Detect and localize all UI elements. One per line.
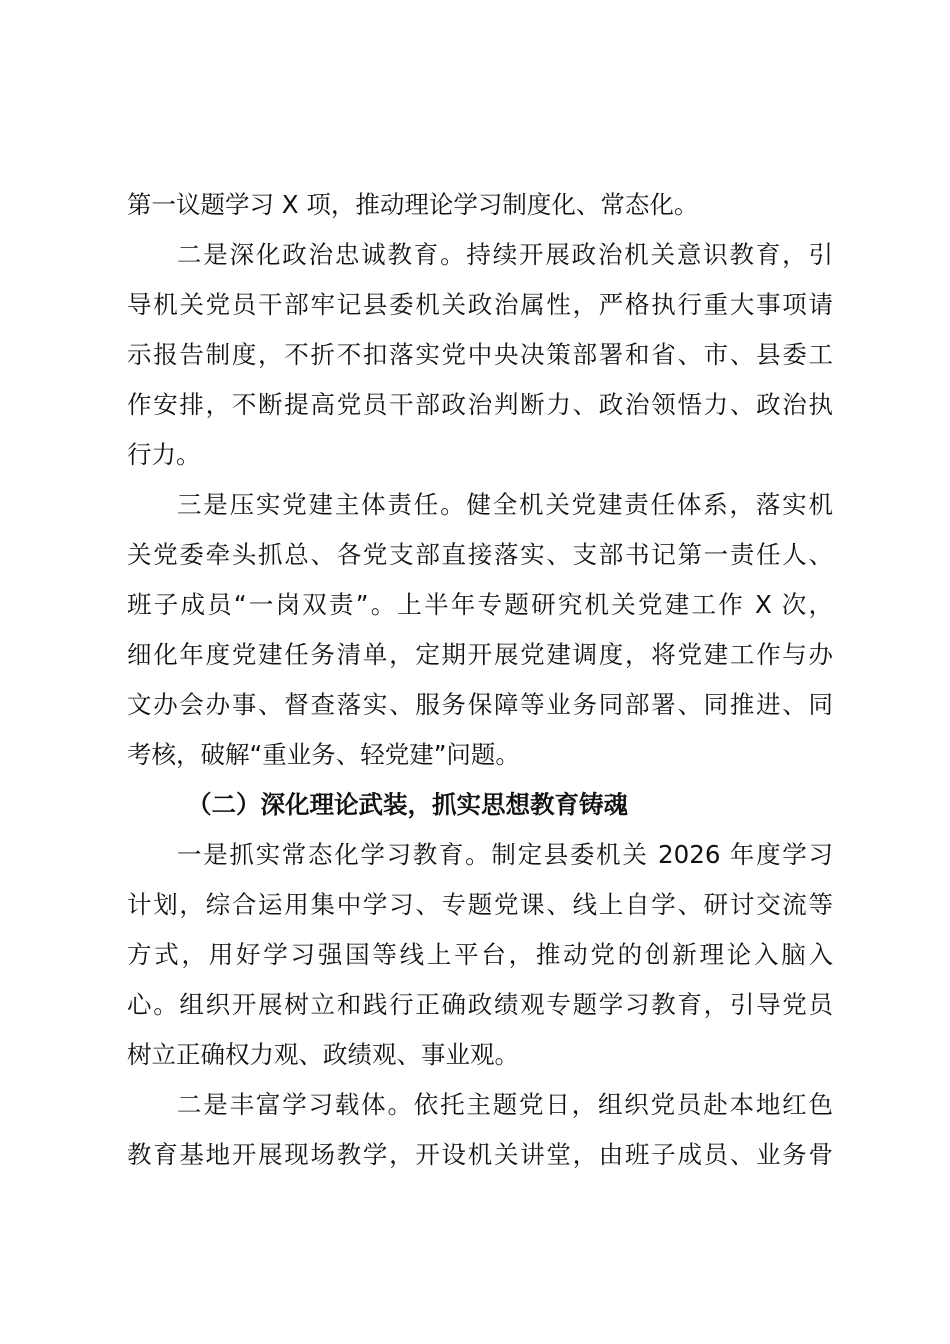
text-line: 关党委牵头抓总、各党支部直接落实、支部书记第一责任人、	[127, 540, 833, 569]
text-line: 一是抓实常态化学习教育。制定县委机关 2026 年度学习	[177, 840, 833, 869]
text-line: 班子成员“一岗双责”。上半年专题研究机关党建工作 X 次，	[127, 590, 833, 619]
paragraph-continuation	[127, 180, 833, 230]
text-line: 二是深化政治忠诚教育。持续开展政治机关意识教育，引	[177, 240, 833, 269]
text-line: 计划，综合运用集中学习、专题党课、线上自学、研讨交流等	[127, 890, 833, 919]
paragraph-learning-carriers	[127, 1080, 833, 1180]
paragraph-regular-study	[127, 830, 833, 1080]
text-line: 示报告制度，不折不扣落实党中央决策部署和省、市、县委工	[127, 340, 833, 369]
text-line: 第一议题学习 X 项，推动理论学习制度化、常态化。	[127, 190, 699, 219]
text-line: 行力。	[127, 440, 201, 469]
document-body	[127, 180, 833, 1180]
text-line: 三是压实党建主体责任。健全机关党建责任体系，落实机	[177, 490, 833, 519]
section-heading-text: （二）深化理论武装，抓实思想教育铸魂	[187, 790, 628, 819]
text-line: 文办会办事、督查落实、服务保障等业务同部署、同推进、同	[127, 690, 833, 719]
text-line: 教育基地开展现场教学，开设机关讲堂，由班子成员、业务骨	[127, 1140, 833, 1169]
text-line: 二是丰富学习载体。依托主题党日，组织党员赴本地红色	[177, 1090, 833, 1119]
text-line: 考核，破解“重业务、轻党建”问题。	[127, 740, 520, 769]
text-line: 导机关党员干部牢记县委机关政治属性，严格执行重大事项请	[127, 290, 833, 319]
text-line: 树立正确权力观、政绩观、事业观。	[127, 1040, 519, 1069]
text-line: 心。组织开展树立和践行正确政绩观专题学习教育，引导党员	[127, 990, 833, 1019]
text-line: 细化年度党建任务清单，定期开展党建调度，将党建工作与办	[127, 640, 833, 669]
paragraph-political-loyalty	[127, 230, 833, 480]
section-heading	[127, 780, 833, 830]
paragraph-party-building-responsibility	[127, 480, 833, 780]
text-line: 方式，用好学习强国等线上平台，推动党的创新理论入脑入	[127, 940, 833, 969]
text-line: 作安排，不断提高党员干部政治判断力、政治领悟力、政治执	[127, 390, 833, 419]
